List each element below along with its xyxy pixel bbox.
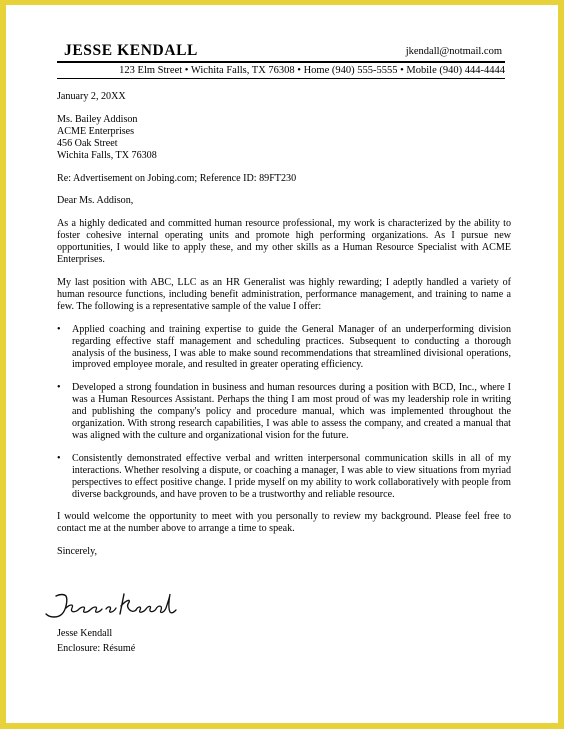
closing-paragraph: I would welcome the opportunity to meet with you personally to review my background. Please feel free to contact me at the number above to arrange a time to speak.: [57, 511, 511, 535]
list-item: [57, 382, 511, 442]
valediction: Sincerely,: [57, 546, 97, 558]
recipient-street: 456 Oak Street: [57, 137, 118, 149]
salutation: Dear Ms. Addison,: [57, 195, 134, 207]
recipient-block: [57, 114, 511, 162]
recipient-company: ACME Enterprises: [57, 125, 135, 137]
list-item-text: Applied coaching and training expertise to guide the General Manager of an underperforming division regarding effective staff management and scheduling practices. Subsequent to conducting a thorough analysis of the business, I was able to make sound recommendations that streamlined divisional operations, improved employee morale, and resulted in greater operating efficiency.: [72, 323, 511, 371]
handwritten-signature: [42, 588, 182, 622]
intro-paragraph: As a highly dedicated and committed human resource professional, my work is characterized by the ability to foster cohesive internal operating units and promote high performing organizations. As I pursue new opportunities, I would like to apply these, and my other skills as a Human Resource Specialist with ACME Enterprises.: [57, 218, 511, 266]
experience-paragraph: My last position with ABC, LLC as an HR Generalist was highly rewarding; I adeptly handled a variety of human resource functions, including benefit administration, performance management, and training to name a few. The following is a representative sample of the value I offer:: [57, 276, 511, 312]
bullet-icon: •: [57, 382, 61, 394]
sender-name: JESSE KENDALL: [64, 42, 198, 59]
header-rule: [57, 61, 505, 63]
list-item-text: Consistently demonstrated effective verbal and written interpersonal communication skills in all of my interactions. Whether resolving a dispute, or coaching a manager, I was able to view situations from myriad perspectives to effect positive change. I pride myself on my ability to work collaboratively with people from diverse backgrounds, and have proven to be a trustworthy and reliable resource.: [72, 452, 511, 500]
list-item-text: Developed a strong foundation in business and human resources during a position with BCD, Inc., where I was a Human Resources Assistant. Perhaps the thing I am most proud of was my leadership role in writing and publishing the company's policy and procedure manual, which was implemented throughout the organization. With strong research capabilities, I was able to assess the company, and created a manual that was aligned with the culture and organizational vision for the future.: [72, 382, 511, 441]
bullet-icon: •: [57, 323, 61, 335]
signer-name: Jesse Kendall: [57, 628, 113, 639]
signature-block: [57, 626, 135, 656]
recipient-name: Ms. Bailey Addison: [57, 113, 138, 125]
list-item: [57, 453, 511, 501]
sender-email[interactable]: jkendall@notmail.com: [405, 46, 502, 57]
enclosure-line: Enclosure: Résumé: [57, 643, 136, 654]
letter-date: January 2, 20XX: [57, 91, 126, 102]
letter-body: [57, 91, 511, 558]
recipient-city: Wichita Falls, TX 76308: [57, 149, 157, 161]
list-item: [57, 324, 511, 372]
sender-address: 123 Elm Street • Wichita Falls, TX 76308 • Home (940) 555-5555 • Mobile (940) 444-4444: [119, 65, 505, 76]
reference-line: Re: Advertisement on Jobing.com; Reference ID: 89FT230: [57, 172, 297, 184]
achievements-list: [57, 324, 511, 501]
header-rule-thin: [57, 78, 505, 79]
bullet-icon: •: [57, 452, 61, 464]
